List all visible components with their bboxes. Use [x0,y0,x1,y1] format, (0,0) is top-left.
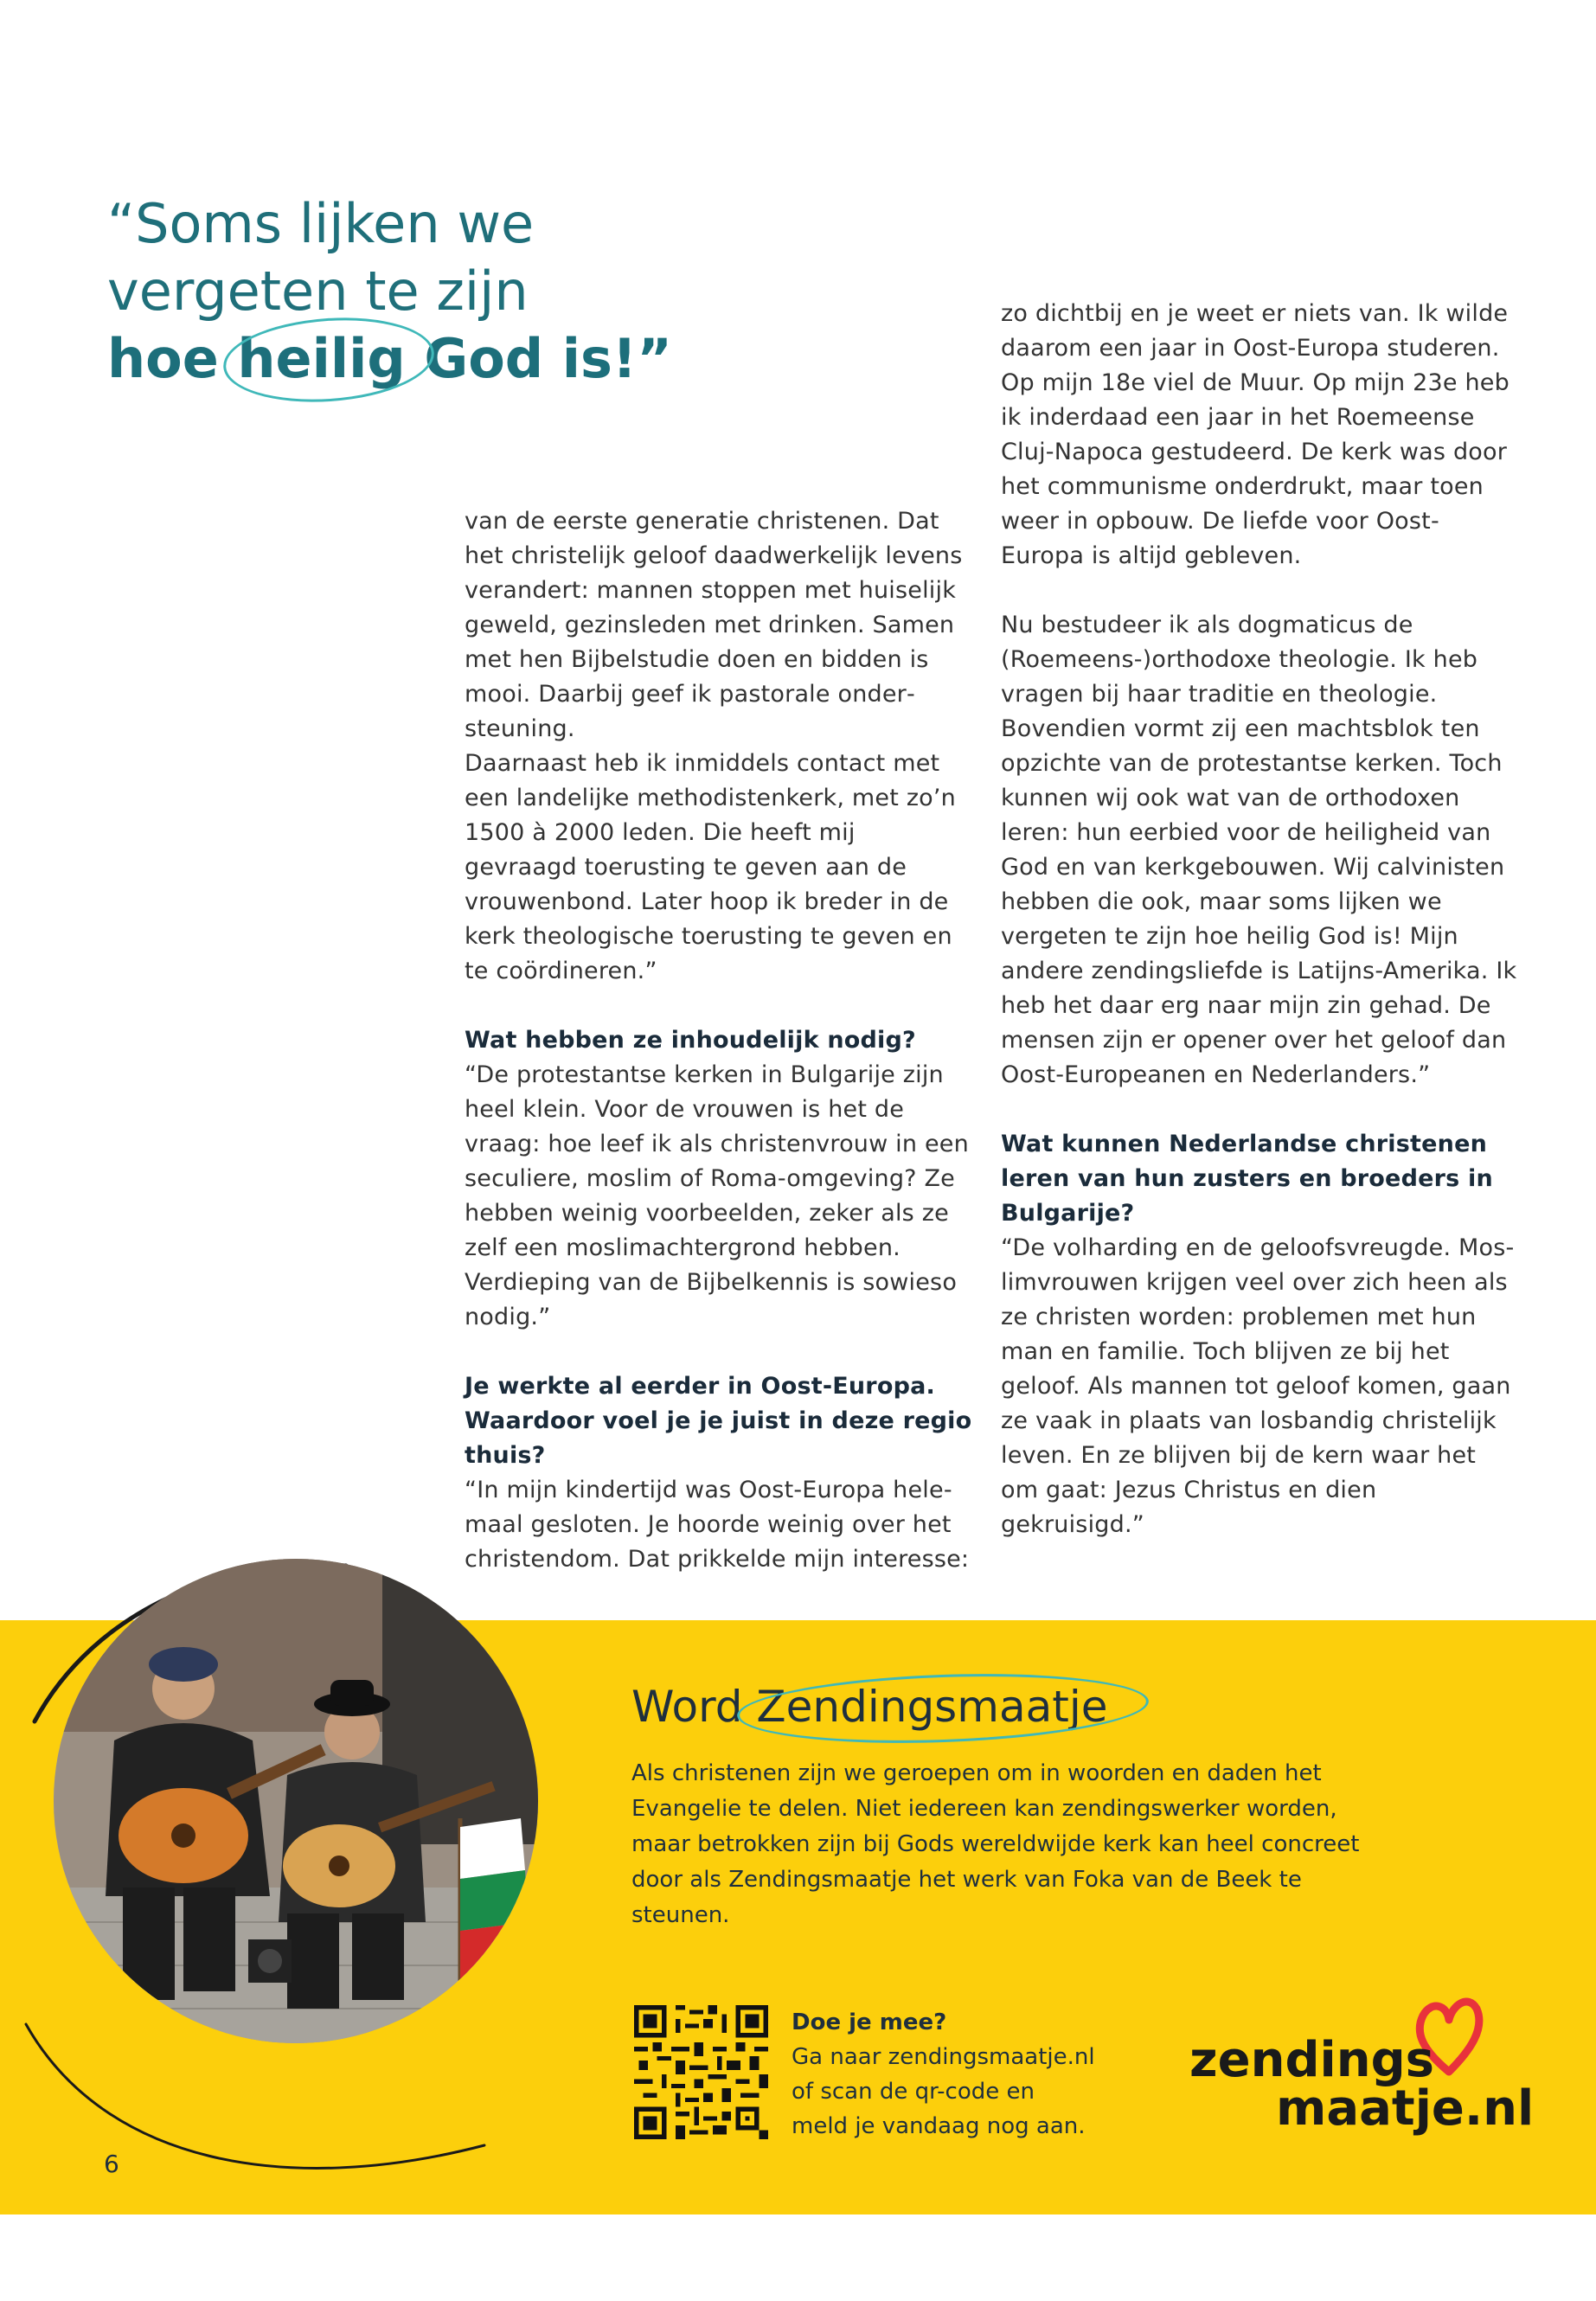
page-number: 6 [104,2150,119,2178]
cta-instructions-line: of scan de qr-code en [792,2079,1035,2105]
pull-quote-word-god: God is!” [424,327,672,390]
cta-instructions-line: meld je vandaag nog aan. [792,2113,1086,2139]
interview-answer: “De protestantse kerken in Bulgarije zijn heel klein. Voor de vrouwen is het de vraag: hoe leef ik als christenvrouw in een seculiere, moslim of Roma-omgeving? Ze hebben weinig voorbeelden, zeker als ze zelf een moslimachtergrond hebben. Verdieping van de Bijbelkennis is sowieso nodig.” [465,1061,969,1330]
pull-quote-line-1: “Soms lijken we [107,192,535,255]
pull-quote-word-hoe: hoe [107,327,219,390]
article-column-right [1001,297,1520,1542]
interview-question: Je werkte al eerder in Oost-Europa. Waardoor voel je je juist in deze regio thuis? [465,1373,972,1469]
cta-instructions-line[interactable]: Ga naar zendingsmaatje.nl [792,2044,1095,2070]
paragraph: Daarnaast heb ik inmiddels contact met een landelijke methodistenkerk, met zo’n 1500 à 2000 leden. Die heeft mij gevraagd toerusting te geven aan de vrouwenbond. Later hoop ik breder in de kerk theologische toerusting te geven en te coördineren.” [465,750,956,984]
pull-quote-highlight [237,325,405,393]
paragraph: Nu bestudeer ik als dogmaticus de (Roemeens-)orthodoxe theologie. Ik heb vragen bij haar traditie en theologie. Bovendien vormt zij een machtsblok ten opzichte van de protestantse kerken. Toch kunnen wij ook wat van de orthodoxen leren: hun eerbied voor de heiligheid van God en van kerkgebouwen. Wij calvinisten hebben die ook, maar soms lijken we vergeten te zijn hoe heilig God is! Mijn andere zendingsliefde is Latijns-Amerika. Ik heb het daar erg naar mijn zin gehad. De mensen zijn er opener over het geloof dan Oost-Europeanen en Nederlanders.” [1001,612,1517,1088]
cta-text: Als christenen zijn we geroepen om in woorden en daden het Evangelie te delen. Niet iedereen kan zendingswerker worden, maar betrokken zijn bij Gods wereldwijde kerk kan heel concreet door als Zendingsmaatje het werk van Foka van de Beek te steunen. [631,1760,1360,1928]
pull-quote [107,190,765,393]
cta-title-word: Zendingsmaatje [756,1682,1108,1732]
logo-line-2: maatje.nl [1276,2080,1535,2137]
interview-question: Wat kunnen Nederlandse christenen leren van hun zusters en broeders in Bulgarije? [1001,1131,1493,1227]
pull-quote-line-3 [107,325,765,393]
street-musicians-photo [54,1559,538,2043]
cta-title [631,1678,1107,1735]
logo-line-1: zendings [1189,2032,1435,2088]
interview-answer: “In mijn kindertijd was Oost-Europa helemaal gesloten. Je hoorde weinig over het christendom. Dat prikkelde mijn interesse: [465,1477,970,1573]
paragraph: zo dichtbij en je weet er niets van. Ik wilde daarom een jaar in Oost-Europa studeren. Op mijn 18e viel de Muur. Op mijn 23e heb ik inderdaad een jaar in het Roemeense Cluj-Napoca gestudeerd. De kerk was door het communisme onderdrukt, maar toen weer in opbouw. De liefde voor Oost-Europa is altijd gebleven. [1001,300,1509,569]
cta-title-highlight [756,1678,1107,1735]
paragraph: van de eerste generatie christenen. Dat het christelijk geloof daadwerkelijk levens verandert: mannen stoppen met huiselijk geweld, gezinsleden met drinken. Samen met hen Bijbelstudie doen en bidden is mooi. Daarbij geef ik pastorale ondersteuning. [465,508,963,742]
interview-answer: “De volharding en de geloofsvreugde. Moslimvrouwen krijgen veel over zich heen als ze christen worden: problemen met hun man en familie. Toch blijven ze bij het geloof. Als mannen tot geloof komen, gaan ze vaak in plaats van losbandig christelijk leven. En ze blijven bij de kern waar het om gaat: Jezus Christus en dien gekruisigd.” [1001,1234,1515,1538]
pull-quote-word-heilig: heilig [237,327,406,390]
cta-instructions [792,2005,1155,2144]
photo-illustration [54,1559,538,2043]
cta-instructions-heading: Doe je mee? [792,2009,947,2035]
pull-quote-line-2: vergeten te zijn [107,260,529,323]
interview-question: Wat hebben ze inhoudelijk nodig? [465,1027,916,1054]
qr-code[interactable] [634,2005,768,2139]
article-column-middle [465,504,975,1577]
cta-title-word: Word [631,1682,743,1732]
zendingsmaatje-logo[interactable] [1185,1990,1535,2137]
